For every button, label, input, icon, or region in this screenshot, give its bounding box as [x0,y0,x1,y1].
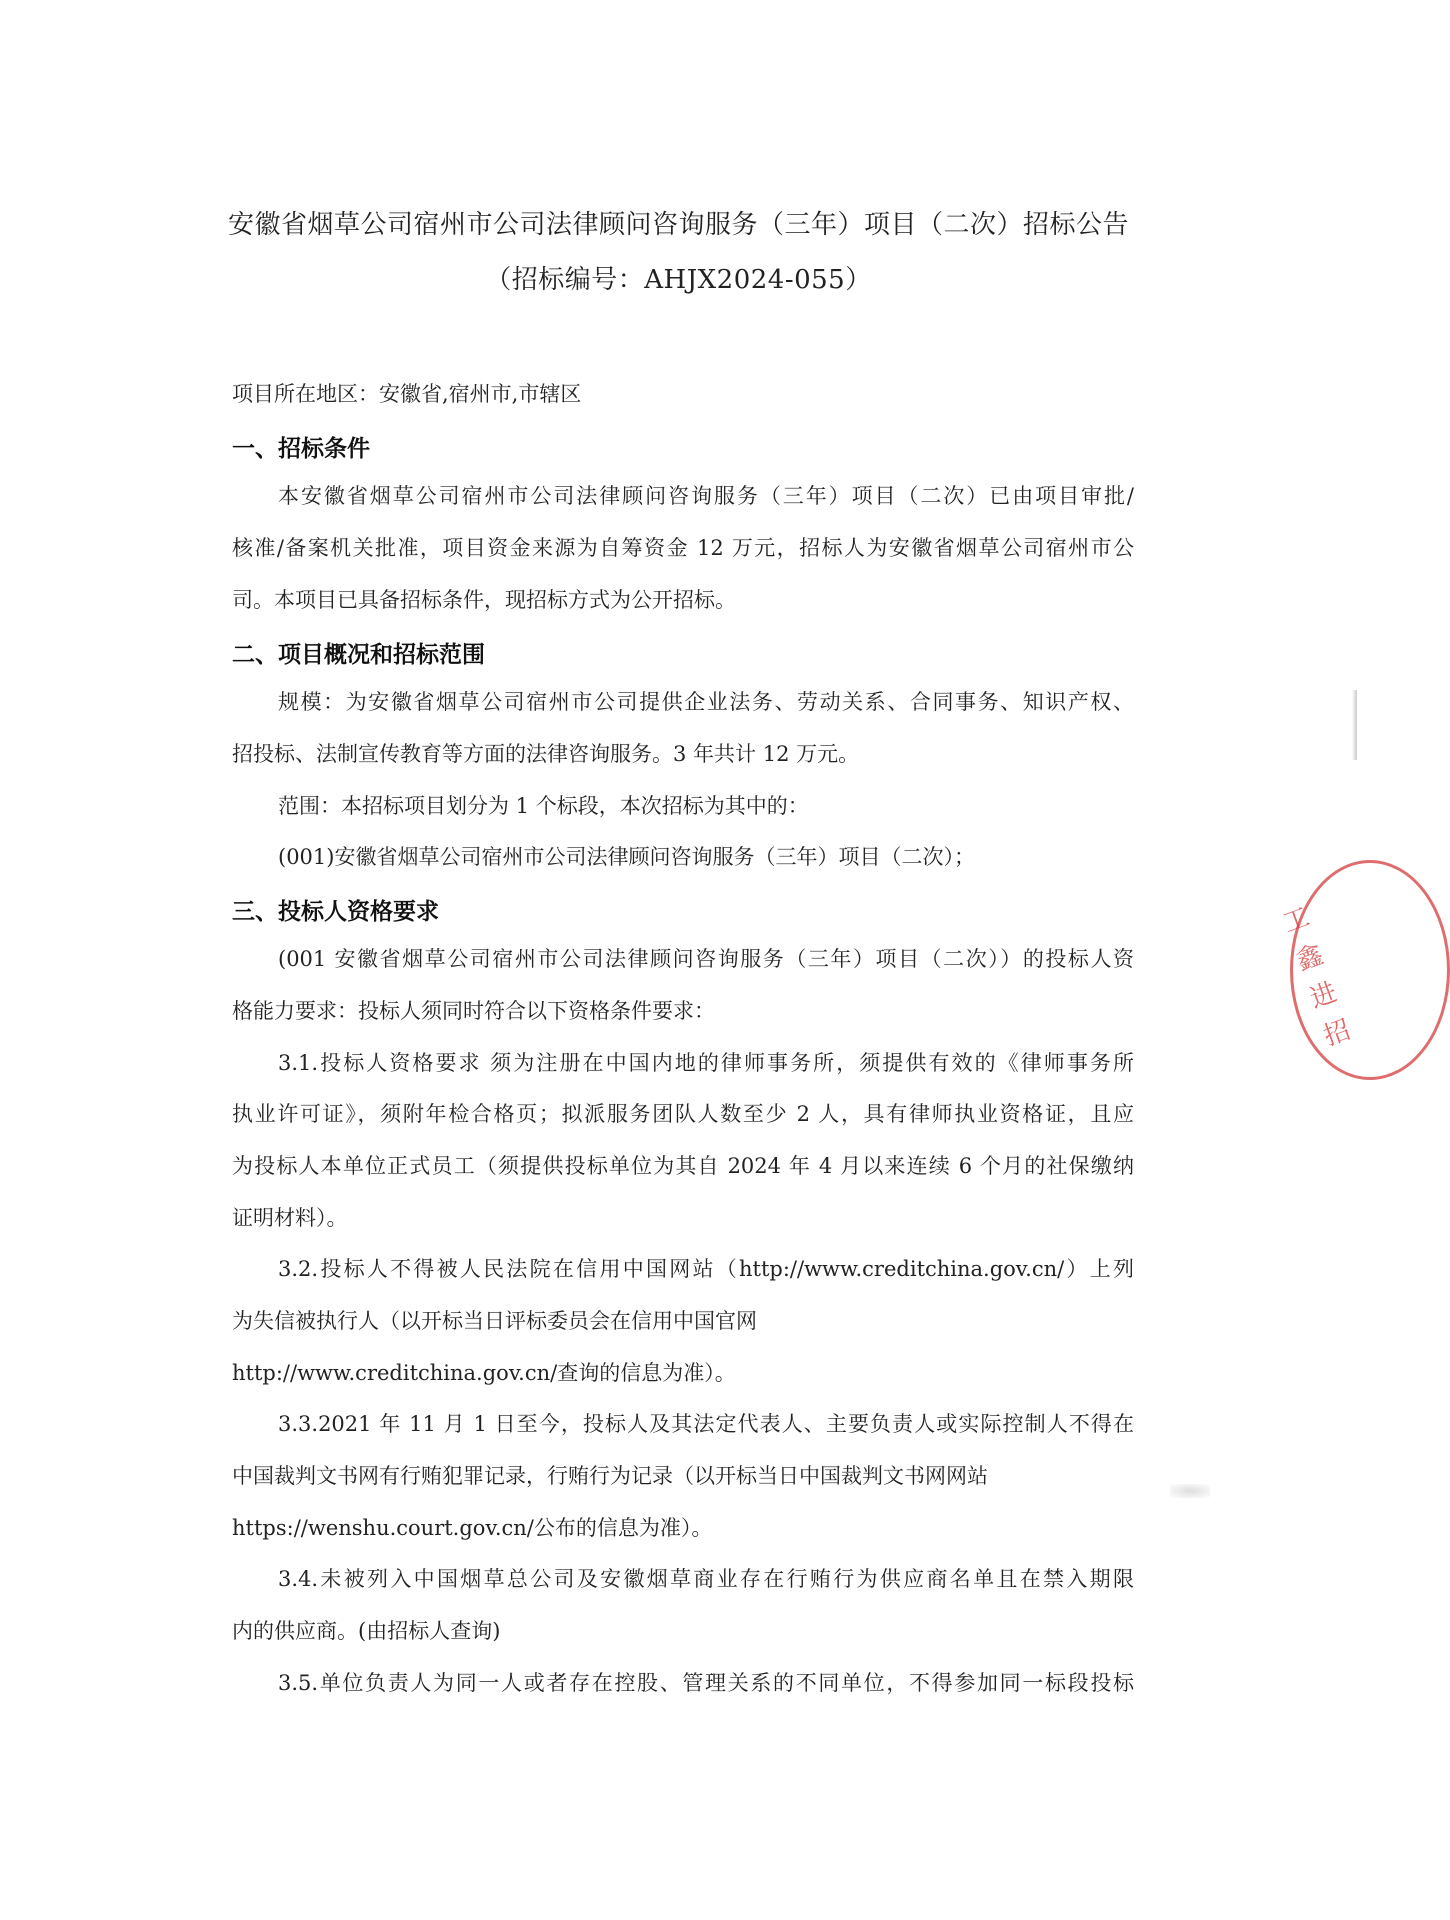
section-heading-bidding-conditions: 一、招标条件 [232,436,370,462]
paragraph-line: 内的供应商。(由招标人查询) [232,1619,501,1643]
paragraph-line: 规模：为安徽省烟草公司宿州市公司提供企业法务、劳动关系、合同事务、知识产权、 [278,690,1134,714]
project-region: 项目所在地区：安徽省,宿州市,市辖区 [232,382,582,406]
paragraph-line: (001 安徽省烟草公司宿州市公司法律顾问咨询服务（三年）项目（二次））的投标人资 [278,947,1134,971]
paragraph-line: 司。本项目已具备招标条件，现招标方式为公开招标。 [232,588,736,612]
paragraph-line: 证明材料）。 [232,1206,348,1230]
tender-number: （招标编号：AHJX2024-055） [485,265,872,295]
scan-speck [1170,1484,1210,1498]
paragraph-line: 3.4.未被列入中国烟草总公司及安徽烟草商业存在行贿行为供应商名单且在禁入期限 [278,1567,1134,1591]
paragraph-line: 核准/备案机关批准，项目资金来源为自筹资金 12 万元，招标人为安徽省烟草公司宿州市公 [232,536,1134,560]
paragraph-line: http://www.creditchina.gov.cn/查询的信息为准）。 [232,1361,736,1385]
paragraph-line: 范围：本招标项目划分为 1 个标段，本次招标为其中的： [278,794,809,818]
section-heading-project-overview: 二、项目概况和招标范围 [232,642,485,668]
paragraph-line: 本安徽省烟草公司宿州市公司法律顾问咨询服务（三年）项目（二次）已由项目审批/ [278,484,1134,508]
paragraph-line: 3.3.2021 年 11 月 1 日至今，投标人及其法定代表人、主要负责人或实际控制人不得在 [278,1412,1134,1436]
paragraph-line: 招投标、法制宣传教育等方面的法律咨询服务。3 年共计 12 万元。 [232,742,860,766]
paragraph-line: 执业许可证》，须附年检合格页；拟派服务团队人数至少 2 人，具有律师执业资格证，且应 [232,1102,1134,1126]
paragraph-line: 中国裁判文书网有行贿犯罪记录，行贿行为记录（以开标当日中国裁判文书网网站 [232,1464,988,1488]
paragraph-line: 为投标人本单位正式员工（须提供投标单位为其自 2024 年 4 月以来连续 6 个月的社保缴纳 [232,1154,1134,1178]
paragraph-line: (001)安徽省烟草公司宿州市公司法律顾问咨询服务（三年）项目（二次）； [278,845,975,869]
paragraph-line: 3.2.投标人不得被人民法院在信用中国网站（http://www.creditchina.gov.cn/）上列 [278,1257,1134,1281]
paragraph-line: 3.1.投标人资格要求 须为注册在中国内地的律师事务所，须提供有效的《律师事务所 [278,1051,1134,1075]
paragraph-line: 格能力要求：投标人须同时符合以下资格条件要求： [232,999,715,1023]
paragraph-line: 为失信被执行人（以开标当日评标委员会在信用中国官网 [232,1309,757,1333]
seal-text: 工 鑫 进 招 [1278,902,1355,1053]
section-heading-bidder-qualifications: 三、投标人资格要求 [232,899,439,925]
scan-edge-shadow [1352,690,1357,760]
document-title: 安徽省烟草公司宿州市公司法律顾问咨询服务（三年）项目（二次）招标公告 [227,210,1129,240]
company-seal-stamp [1278,860,1450,1080]
paragraph-line: https://wenshu.court.gov.cn/公布的信息为准）。 [232,1516,713,1540]
paragraph-line: 3.5.单位负责人为同一人或者存在控股、管理关系的不同单位，不得参加同一标段投标 [278,1671,1134,1695]
